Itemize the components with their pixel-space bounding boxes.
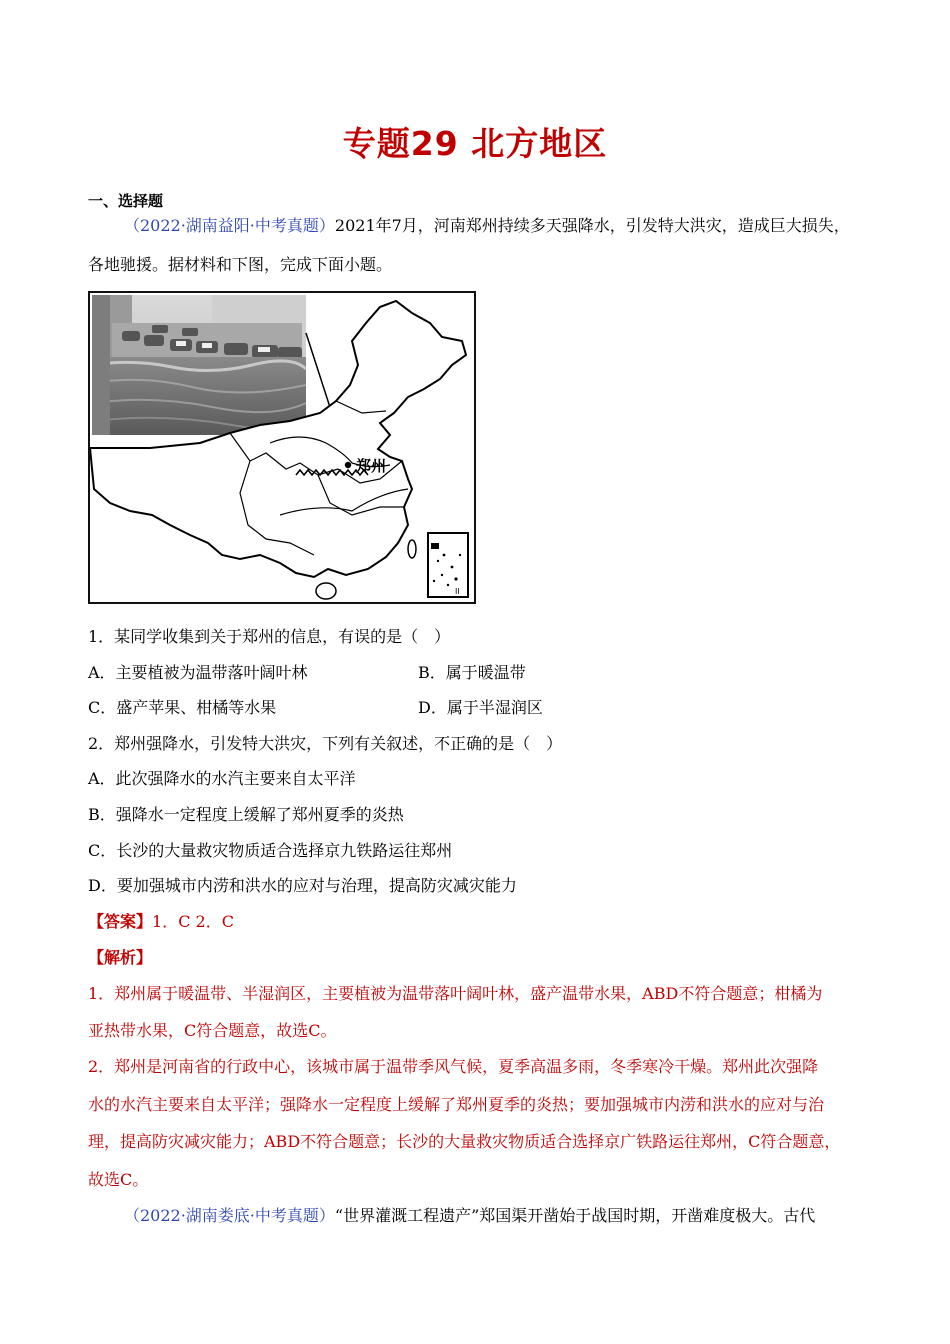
map-figure (88, 291, 476, 604)
analysis-p2-line3: 理，提高防灾减灾能力；ABD不符合题意；长沙的大量救灾物质适合选择京广铁路运往郑州，C符合题意， (88, 1132, 841, 1151)
q1-option-c: C．盛产苹果、柑橘等水果 (88, 698, 277, 717)
china-map (90, 293, 474, 602)
analysis-label: 【解析】 (88, 948, 153, 967)
q2-option-c: C．长沙的大量救灾物质适合选择京九铁路运往郑州 (88, 841, 453, 860)
q1-option-b: B．属于暖温带 (418, 663, 526, 682)
analysis-p1-line2: 亚热带水果，C符合题意，故选C。 (88, 1021, 337, 1040)
passage2-line (124, 1205, 815, 1227)
q2-stem: 2．郑州强降水，引发特大洪灾，下列有关叙述，不正确的是（ ） (88, 734, 563, 753)
passage1-line1 (124, 215, 850, 237)
page-title: 专题29 北方地区 (342, 124, 608, 163)
answer-line (88, 911, 234, 933)
q1-option-a: A．主要植被为温带落叶阔叶林 (88, 663, 308, 682)
analysis-p2-line4: 故选C。 (88, 1170, 149, 1189)
passage2-source: （2022·湖南娄底·中考真题） (124, 1206, 335, 1225)
zhengzhou-label: 郑州 (356, 457, 387, 475)
inset-number: II (455, 587, 460, 596)
q2-option-b: B．强降水一定程度上缓解了郑州夏季的炎热 (88, 805, 404, 824)
q1-option-d: D．属于半湿润区 (418, 698, 543, 717)
analysis-p2-line1: 2．郑州是河南省的行政中心，该城市属于温带季风气候，夏季高温多雨，冬季寒冷干燥。郑州此次强降 (88, 1057, 819, 1076)
section-heading: 一、选择题 (88, 192, 164, 210)
analysis-p2-line2: 水的水汽主要来自太平洋；强降水一定程度上缓解了郑州夏季的炎热；要加强城市内涝和洪水的应对与治 (88, 1095, 825, 1114)
passage2-text: “世界灌溉工程遗产”郑国渠开凿始于战国时期，开凿难度极大。古代 (334, 1206, 816, 1225)
answer-label: 【答案】 (88, 912, 153, 931)
analysis-p1-line1: 1．郑州属于暖温带、半湿润区，主要植被为温带落叶阔叶林，盛产温带水果，ABD不符合题意；柑橘为 (88, 984, 823, 1003)
q2-option-d: D．要加强城市内涝和洪水的应对与治理，提高防灾减灾能力 (88, 876, 517, 895)
passage1-source: （2022·湖南益阳·中考真题） (124, 216, 335, 235)
answer-value: 1．C 2．C (152, 912, 234, 931)
passage1-text-1: 2021年7月，河南郑州持续多天强降水，引发特大洪灾，造成巨大损失， (334, 216, 850, 235)
passage1-line2: 各地驰援。据材料和下图，完成下面小题。 (88, 255, 393, 274)
q2-option-a: A．此次强降水的水汽主要来自太平洋 (88, 769, 356, 788)
q1-stem: 1．某同学收集到关于郑州的信息，有误的是（ ） (88, 627, 451, 646)
